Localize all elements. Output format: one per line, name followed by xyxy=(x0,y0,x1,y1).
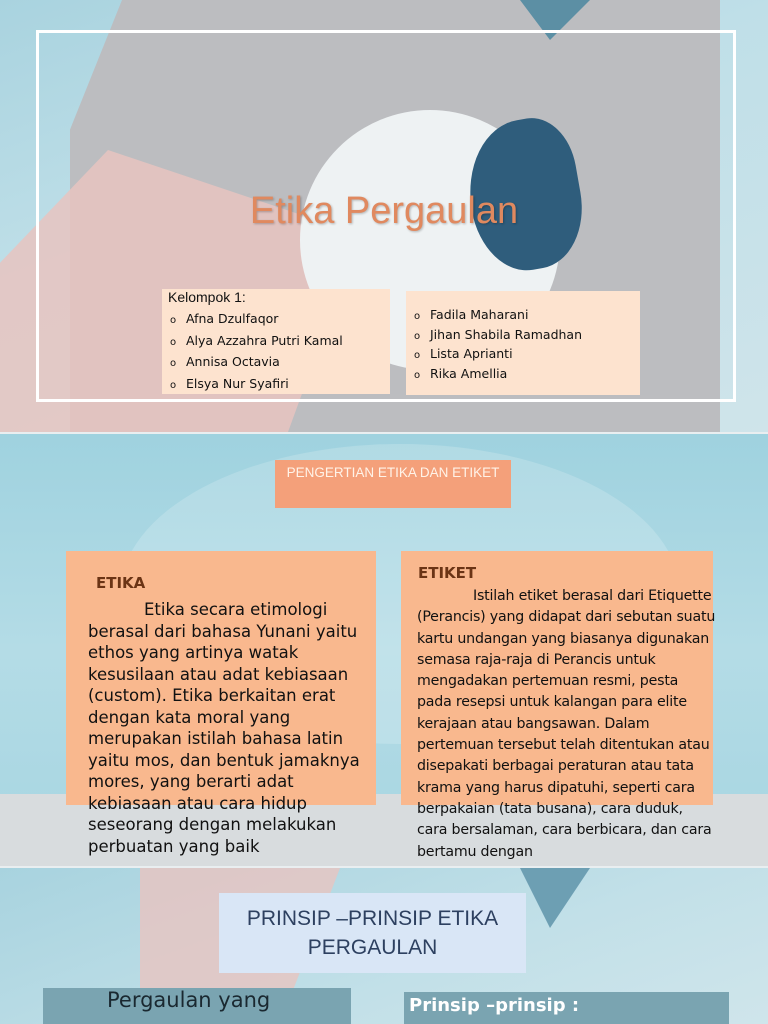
bullet-circle-icon: o xyxy=(414,330,421,342)
background-triangle xyxy=(520,868,590,928)
etika-heading: ETIKA xyxy=(96,574,146,592)
list-item xyxy=(170,330,343,352)
list-item xyxy=(170,308,343,330)
slide-principles xyxy=(0,868,768,1024)
etiket-heading: ETIKET xyxy=(418,564,477,582)
bullet-circle-icon: o xyxy=(414,369,421,381)
group-label: Kelompok 1: xyxy=(168,289,246,305)
member-name: Annisa Octavia xyxy=(186,354,280,369)
member-name: Lista Aprianti xyxy=(430,346,513,361)
bullet-circle-icon: o xyxy=(414,350,421,361)
bullet-circle-icon: o xyxy=(170,358,177,369)
bullet-circle-icon: o xyxy=(170,336,177,348)
list-item xyxy=(414,344,582,364)
member-name: Jihan Shabila Ramadhan xyxy=(430,326,583,342)
list-item xyxy=(170,351,343,373)
list-item xyxy=(170,373,343,395)
bullet-circle-icon: o xyxy=(170,315,177,326)
member-name: Fadila Maharani xyxy=(430,307,529,322)
bullet-circle-icon: o xyxy=(414,311,421,322)
member-list-right xyxy=(414,305,582,383)
members-box-right xyxy=(406,291,640,395)
list-item xyxy=(414,364,582,384)
left-panel-text: Pergaulan yang xyxy=(107,988,271,1012)
right-panel-text: Prinsip –prinsip : xyxy=(409,995,580,1016)
member-list-left xyxy=(170,308,343,394)
slide-title xyxy=(0,0,768,432)
member-name: Rika Amellia xyxy=(430,365,508,381)
section-header: PRINSIP –PRINSIP ETIKA PERGAULAN xyxy=(219,893,526,973)
etika-paragraph: Etika secara etimologi berasal dari bahasa Yunani yaitu ethos yang artinya watak kesusilaan atau adat kebiasaan (custom). Etika berkaitan erat dengan kata moral yang merupakan istilah bahasa latin yaitu mos, dan bentuk jamaknya mores, yang berarti adat kebiasaan atau cara hidup seseorang dengan melakukan perbuatan yang baik xyxy=(88,600,360,856)
list-item xyxy=(414,325,582,345)
list-item xyxy=(414,305,582,325)
slide-definitions xyxy=(0,434,768,866)
section-header: PENGERTIAN ETIKA DAN ETIKET xyxy=(275,460,511,508)
presentation-title: Etika Pergaulan xyxy=(249,190,519,232)
members-box-left xyxy=(162,289,390,394)
member-name: Elsya Nur Syafiri xyxy=(186,375,289,391)
bullet-circle-icon: o xyxy=(170,379,177,391)
member-name: Alya Azzahra Putri Kamal xyxy=(186,332,343,348)
etiket-paragraph: Istilah etiket berasal dari Etiquette (Perancis) yang didapat dari sebutan suatu kartu undangan yang biasanya digunakan semasa raja-raja di Perancis untuk mengadakan pertemuan resmi, pesta pada resepsi untuk kalangan para elite kerajaan atau bangsawan. Dalam pertemuan tersebut telah ditentukan atau disepakati berbagai peraturan atau tata krama yang harus dipatuhi, seperti cara berpakaian (tata busana), cara duduk, cara bersalaman, cara berbicara, dan cara bertamu dengan xyxy=(417,588,716,860)
member-name: Afna Dzulfaqor xyxy=(186,311,279,326)
